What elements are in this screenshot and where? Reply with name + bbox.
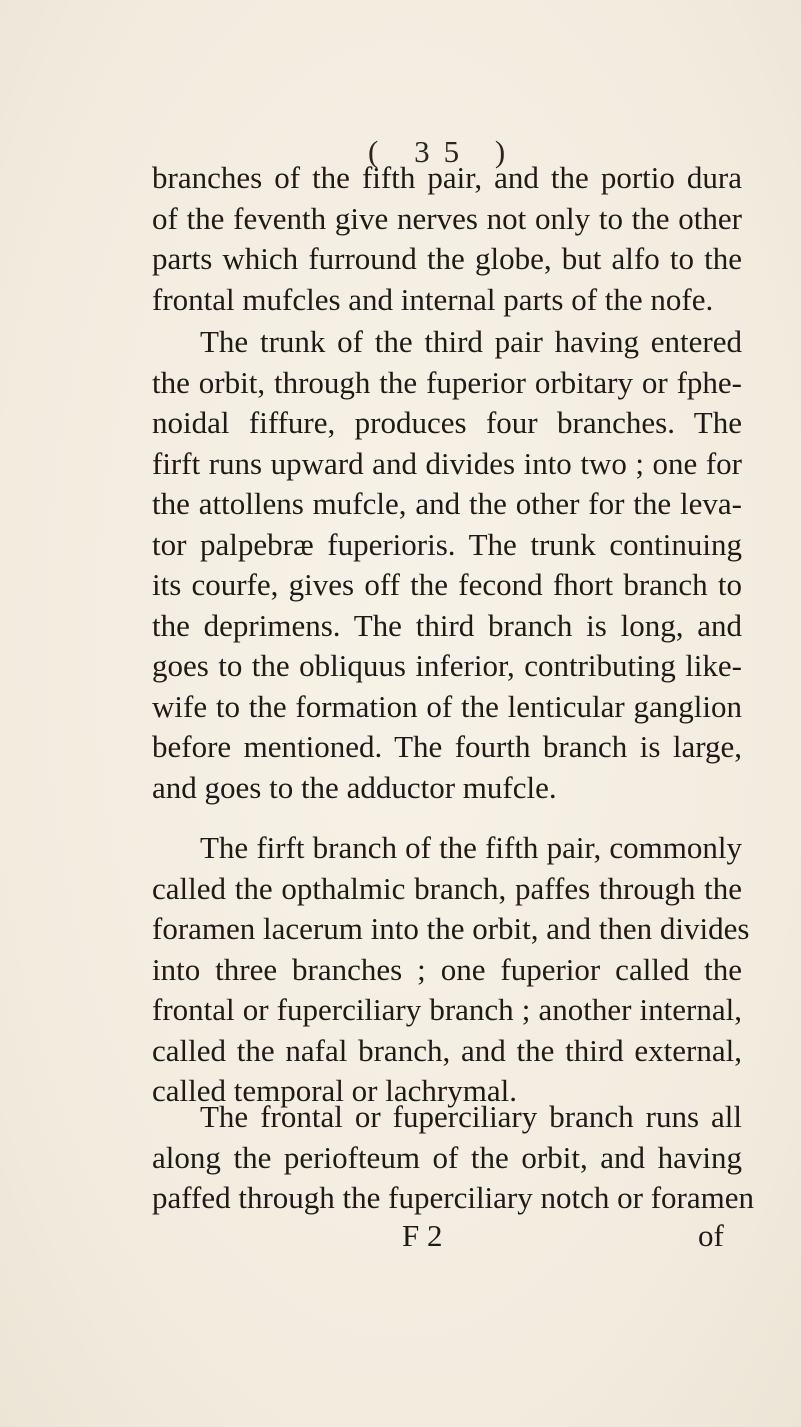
signature-mark: F 2 [402,1218,443,1253]
paragraph-3 [152,828,750,1112]
text-line: tor palpebræ fuperioris. The trunk continuing [152,526,742,562]
text-line: before mentioned. The fourth branch is large, [152,729,742,764]
catchword: of [698,1218,724,1253]
text-line: noidal fiffure, produces four branches. The [152,405,742,440]
text-line: along the periofteum of the orbit, and having [152,1139,742,1175]
text-line: The frontal or fuperciliary branch runs all [200,1099,742,1134]
text-line: wife to the formation of the lenticular ganglion [152,688,742,724]
text-line: the orbit, through the fuperior orbitary or fphe- [152,364,742,400]
text-line: and goes to the adductor mufcle. [152,769,557,805]
text-line: frontal mufcles and internal parts of the nofe. [152,281,714,317]
page-number: ( 35 ) [368,134,520,169]
text-line: frontal or fuperciliary branch ; another internal, [152,992,742,1027]
text-line: the deprimens. The third branch is long, and [152,607,742,643]
text-line: goes to the obliquus inferior, contributing like- [152,648,742,683]
text-line: called temporal or lachrymal. [152,1073,517,1108]
text-line: paffed through the fuperciliary notch or foramen [152,1180,754,1215]
text-line: parts which furround the globe, but alfo to the [152,241,742,276]
paragraph-4 [152,1097,754,1219]
text-line: firft runs upward and divides into two ; one for [152,445,742,481]
text-line: into three branches ; one fuperior called the [152,951,742,987]
text-line: foramen lacerum into the orbit, and then divides [152,911,750,946]
text-line: of the feventh give nerves not only to the other [152,200,742,236]
text-line: The trunk of the third pair having entered [200,324,742,359]
text-line: called the opthalmic branch, paffes through the [152,870,742,906]
text-line: the attollens mufcle, and the other for the leva- [152,486,742,521]
text-line: its courfe, gives off the fecond fhort branch to [152,567,742,602]
text-line: branches of the fifth pair, and the portio dura [152,160,742,195]
paragraph-2 [152,322,742,808]
text-line: The firft branch of the fifth pair, commonly [200,830,742,865]
text-line: called the nafal branch, and the third external, [152,1032,742,1068]
paragraph-1 [152,158,742,320]
